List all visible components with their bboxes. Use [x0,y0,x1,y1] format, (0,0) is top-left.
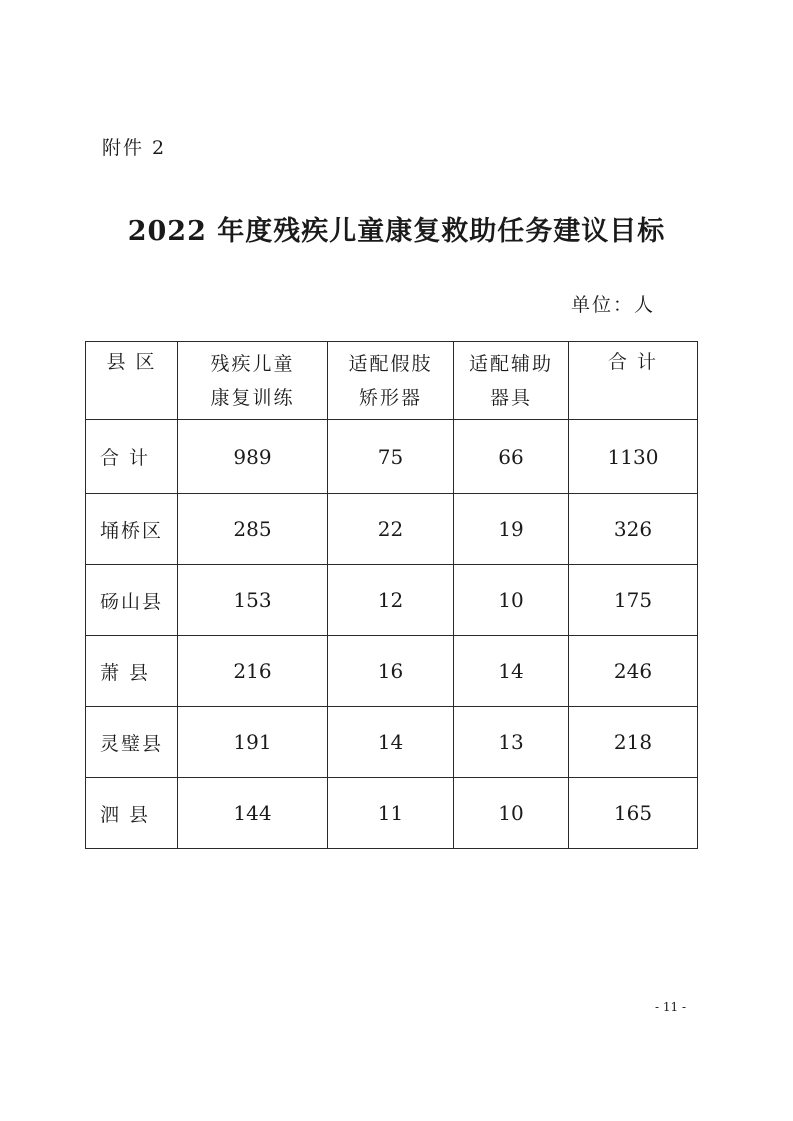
header-rehab-line2: 康复训练 [210,386,295,409]
header-prosthesis [328,342,454,420]
cell-total: 218 [569,707,698,778]
header-aids [454,342,569,420]
table-row [86,707,698,778]
header-aids-line1: 适配辅助 [468,352,553,375]
cell-region: 砀山县 [86,565,178,636]
page-number: - 11 - [655,1000,687,1014]
cell-aids: 19 [454,494,569,565]
cell-rehab: 216 [178,636,328,707]
cell-region: 泗 县 [86,778,178,849]
table-row [86,565,698,636]
table-row [86,494,698,565]
cell-total: 175 [569,565,698,636]
header-total [569,342,698,420]
cell-aids: 10 [454,565,569,636]
cell-aids: 13 [454,707,569,778]
cell-rehab: 989 [178,420,328,494]
header-row [86,342,698,420]
table-body [86,420,698,849]
cell-total: 165 [569,778,698,849]
cell-prosthesis: 75 [328,420,454,494]
cell-rehab: 144 [178,778,328,849]
header-prosthesis-line1: 适配假肢 [348,352,433,375]
cell-total: 1130 [569,420,698,494]
table-row [86,636,698,707]
cell-total: 326 [569,494,698,565]
header-region-label: 县 区 [106,351,157,373]
cell-prosthesis: 14 [328,707,454,778]
cell-total: 246 [569,636,698,707]
cell-aids: 14 [454,636,569,707]
page-title: 2022 年度残疾儿童康复救助任务建议目标 [127,216,666,247]
cell-prosthesis: 11 [328,778,454,849]
header-prosthesis-line2: 矫形器 [358,386,422,409]
cell-region: 萧 县 [86,636,178,707]
cell-region: 埇桥区 [86,494,178,565]
header-rehab [178,342,328,420]
targets-table [85,341,698,849]
unit-label: 单位：人 [570,294,655,316]
cell-rehab: 191 [178,707,328,778]
header-total-label: 合 计 [607,351,659,373]
cell-region: 合 计 [86,420,178,494]
cell-region: 灵璧县 [86,707,178,778]
cell-prosthesis: 22 [328,494,454,565]
cell-rehab: 153 [178,565,328,636]
header-aids-line2: 器具 [489,386,532,409]
table-header [86,342,698,420]
table-row [86,778,698,849]
cell-aids: 66 [454,420,569,494]
cell-prosthesis: 12 [328,565,454,636]
attachment-label: 附件 2 [102,137,167,159]
table-row-total [86,420,698,494]
cell-aids: 10 [454,778,569,849]
cell-rehab: 285 [178,494,328,565]
header-rehab-line1: 残疾儿童 [210,352,295,375]
header-region [86,342,178,420]
cell-prosthesis: 16 [328,636,454,707]
